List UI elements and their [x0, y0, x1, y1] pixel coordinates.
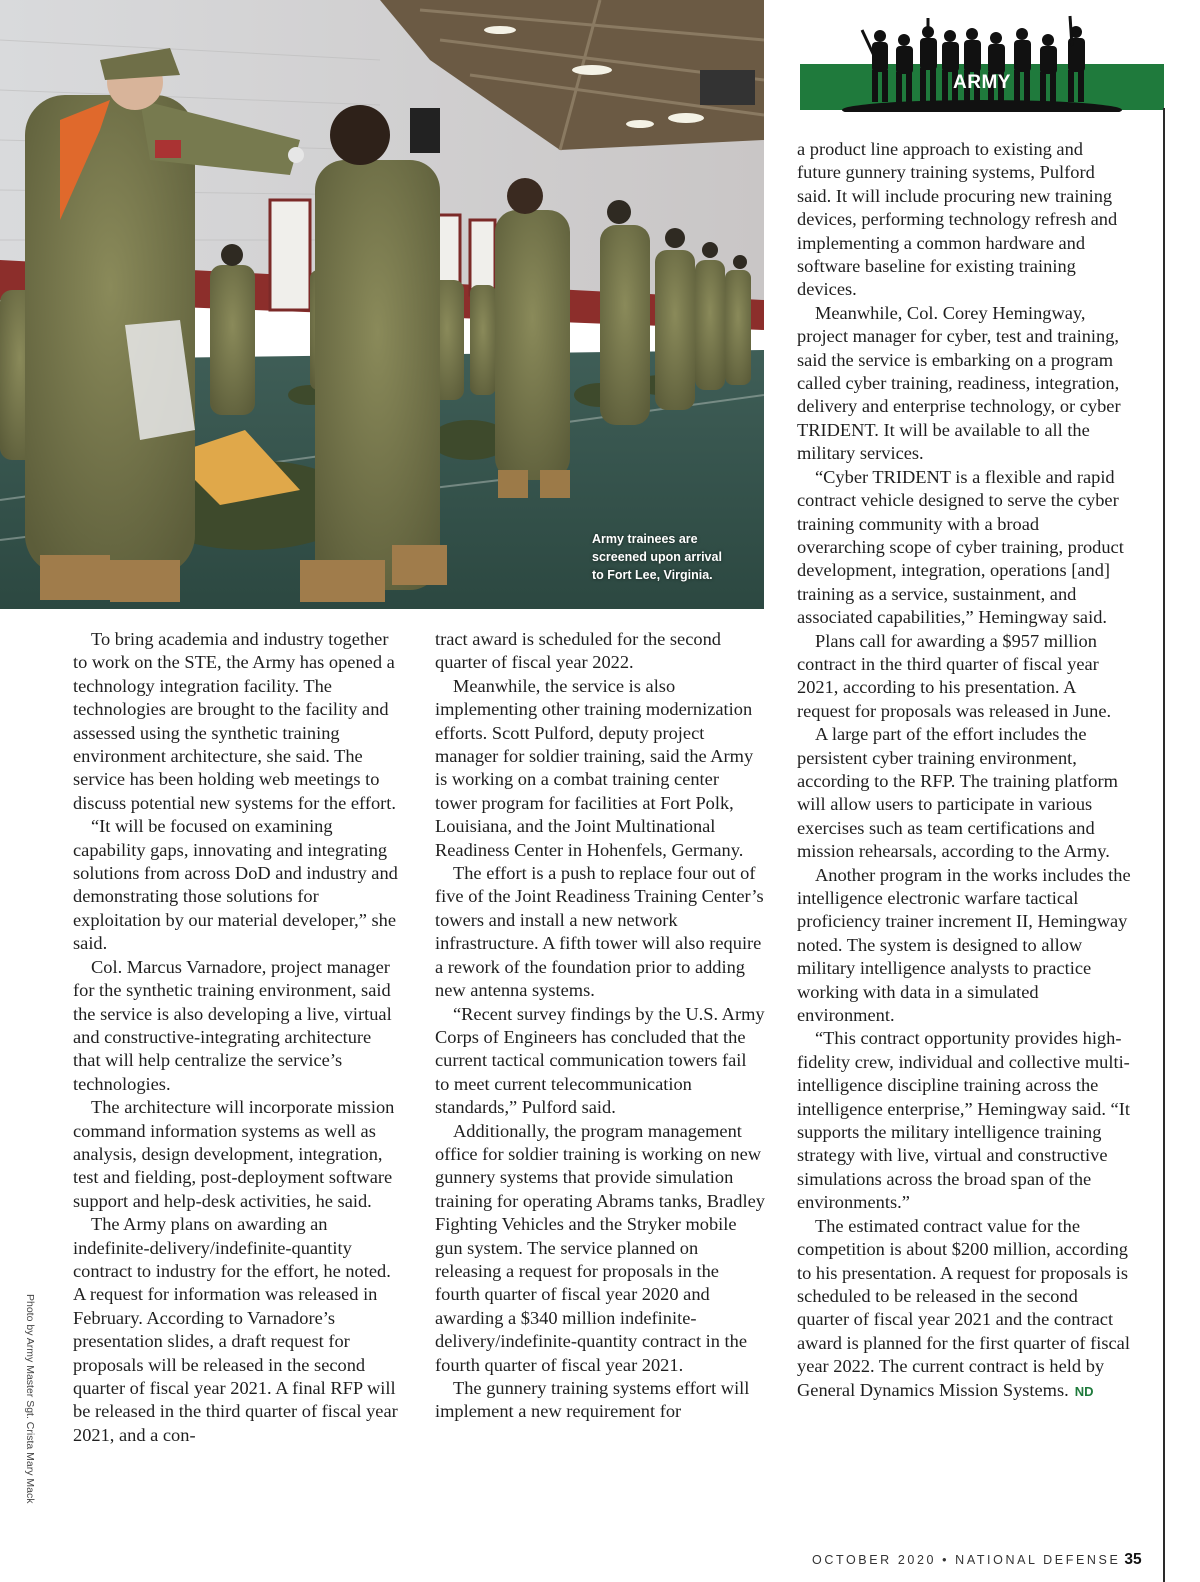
- paragraph: The gunnery training systems effort will implement a new requirement for: [435, 1378, 750, 1422]
- photo-illustration: [0, 0, 764, 609]
- paragraph: “Recent survey findings by the U.S. Army Corps of Engineers has concluded that the current tactical communication towers fail to meet current telecommunication standards,” Pulford said.: [435, 1003, 765, 1118]
- paragraph: “This contract opportunity provides high-fidelity crew, individual and collective multi-intelligence discipline training across the intelligence enterprise,” Hemingway said. “It supports the military intelligence training strategy with live, virtual and constructive simulations across the broad span of the environments.”: [797, 1028, 1130, 1213]
- paragraph: Another program in the works includes the intelligence electronic warfare tactical proficiency trainer increment II, Hemingway noted. The system is designed to allow military intelligence analysts to practice working with data in a simulated environment.: [797, 864, 1131, 1026]
- paragraph: To bring academia and industry together to work on the STE, the Army has opened a technology integration facility. The technologies are brought to the facility and assessed using the synthetic training environment architecture, she said. The service has been holding web meetings to discuss potential new systems for the effort.: [73, 629, 396, 813]
- paragraph: Meanwhile, the service is also implementing other training modernization efforts. Scott Pulford, deputy project manager for soldier training, said the Army is working on a combat training center tower program for facilities at Fort Polk, Louisiana, and the Joint Multinational Readiness Center in Hohenfels, Germany.: [435, 675, 754, 860]
- paragraph: Col. Marcus Varnadore, project manager for the synthetic training environment, said the service is also developing a live, virtual and constructive-integrating architecture that will help centralize the service’s technologies.: [73, 956, 392, 1094]
- paragraph: The Army plans on awarding an indefinite-delivery/indefinite-quantity contract to industry for the effort, he noted. A request for information was released in February. According to Varnadore’s presentation slides, a draft request for proposals will be released in the second quarter of fiscal year 2021. A final RFP will be released in the third quarter of fiscal year 2021, and a con-: [73, 1214, 398, 1445]
- paragraph: “It will be focused on examining capability gaps, innovating and integrating solutions from across DoD and industry and demonstrating those solutions for exploitation by our material developer,” she said.: [73, 816, 398, 954]
- article-photo: [0, 0, 764, 609]
- paragraph: Additionally, the program management office for soldier training is working on new gunnery systems that provide simulation training for operating Abrams tanks, Bradley Fighting Vehicles and the Stryker mobile gun system. The service planned on releasing a request for proposals in the fourth quarter of fiscal year 2020 and awarding a $340 million indefinite-delivery/indefinite-quantity contract in the fourth quarter of fiscal year 2021.: [435, 1120, 765, 1375]
- caption-line: screened upon arrival: [592, 550, 722, 564]
- page-number: 35: [1124, 1551, 1142, 1568]
- paragraph: [797, 1215, 1131, 1403]
- end-mark: ND: [1074, 1383, 1094, 1399]
- paragraph: Meanwhile, Col. Corey Hemingway, project manager for cyber, test and training, said the service is embarking on a program called cyber training, readiness, integration, delivery and enterprise technology, or cyber TRIDENT. It will be available to all the military services.: [797, 302, 1121, 464]
- paragraph-continuation: a product line approach to existing and future gunnery training systems, Pulford said. It will include procuring new training devices, performing technology refresh and implementing a common hardware and software baseline for existing training devices.: [797, 139, 1118, 300]
- page-footer: [812, 1551, 1142, 1569]
- paragraph-continuation: tract award is scheduled for the second quarter of fiscal year 2022.: [435, 629, 721, 673]
- paragraph: “Cyber TRIDENT is a flexible and rapid contract vehicle designed to serve the cyber training community with a broad overarching scope of cyber training, product development, integration, operations [and] training as a service, sustainment, and associated capabilities,” Hemingway said.: [797, 466, 1124, 628]
- paragraph: A large part of the effort includes the persistent cyber training environment, according to the RFP. The training platform will allow users to participate in various exercises such as team certifications and mission rehearsals, according to the Army.: [797, 724, 1118, 862]
- page-edge-rule: [1163, 108, 1165, 1582]
- issue-line: OCTOBER 2020 • NATIONAL DEFENSE: [812, 1553, 1121, 1567]
- article-column-3: [797, 138, 1131, 1403]
- soldiers-silhouette-icon: [800, 12, 1164, 112]
- section-tag: [800, 12, 1164, 112]
- paragraph: The effort is a push to replace four out of five of the Joint Readiness Training Center’s towers and install a new network infrastructure. A fifth tower will also require a rework of the foundation prior to adding new antenna systems.: [435, 863, 764, 1001]
- article-column-2: [435, 628, 765, 1424]
- article-column-1: [73, 628, 403, 1447]
- photo-caption: [592, 530, 752, 584]
- paragraph: The architecture will incorporate mission command information systems as well as analysis, design development, integration, test and fielding, post-deployment software support and help-desk activities, he said.: [73, 1097, 395, 1211]
- photo-credit: Photo by Army Master Sgt. Crista Mary Mack: [24, 1294, 36, 1504]
- paragraph-text: The estimated contract value for the competition is about $200 million, according to his presentation. A request for proposals is scheduled to be released in the second quarter of fiscal year 2021 and the contract award is planned for the first quarter of fiscal year 2022. The current contract is held by General Dynamics Mission Systems.: [797, 1215, 1130, 1400]
- caption-line: to Fort Lee, Virginia.: [592, 568, 713, 582]
- caption-line: Army trainees are: [592, 532, 698, 546]
- section-label: ARMY: [953, 72, 1011, 93]
- paragraph: Plans call for awarding a $957 million contract in the third quarter of fiscal year 2021, according to his presentation. A request for proposals was released in June.: [797, 630, 1112, 721]
